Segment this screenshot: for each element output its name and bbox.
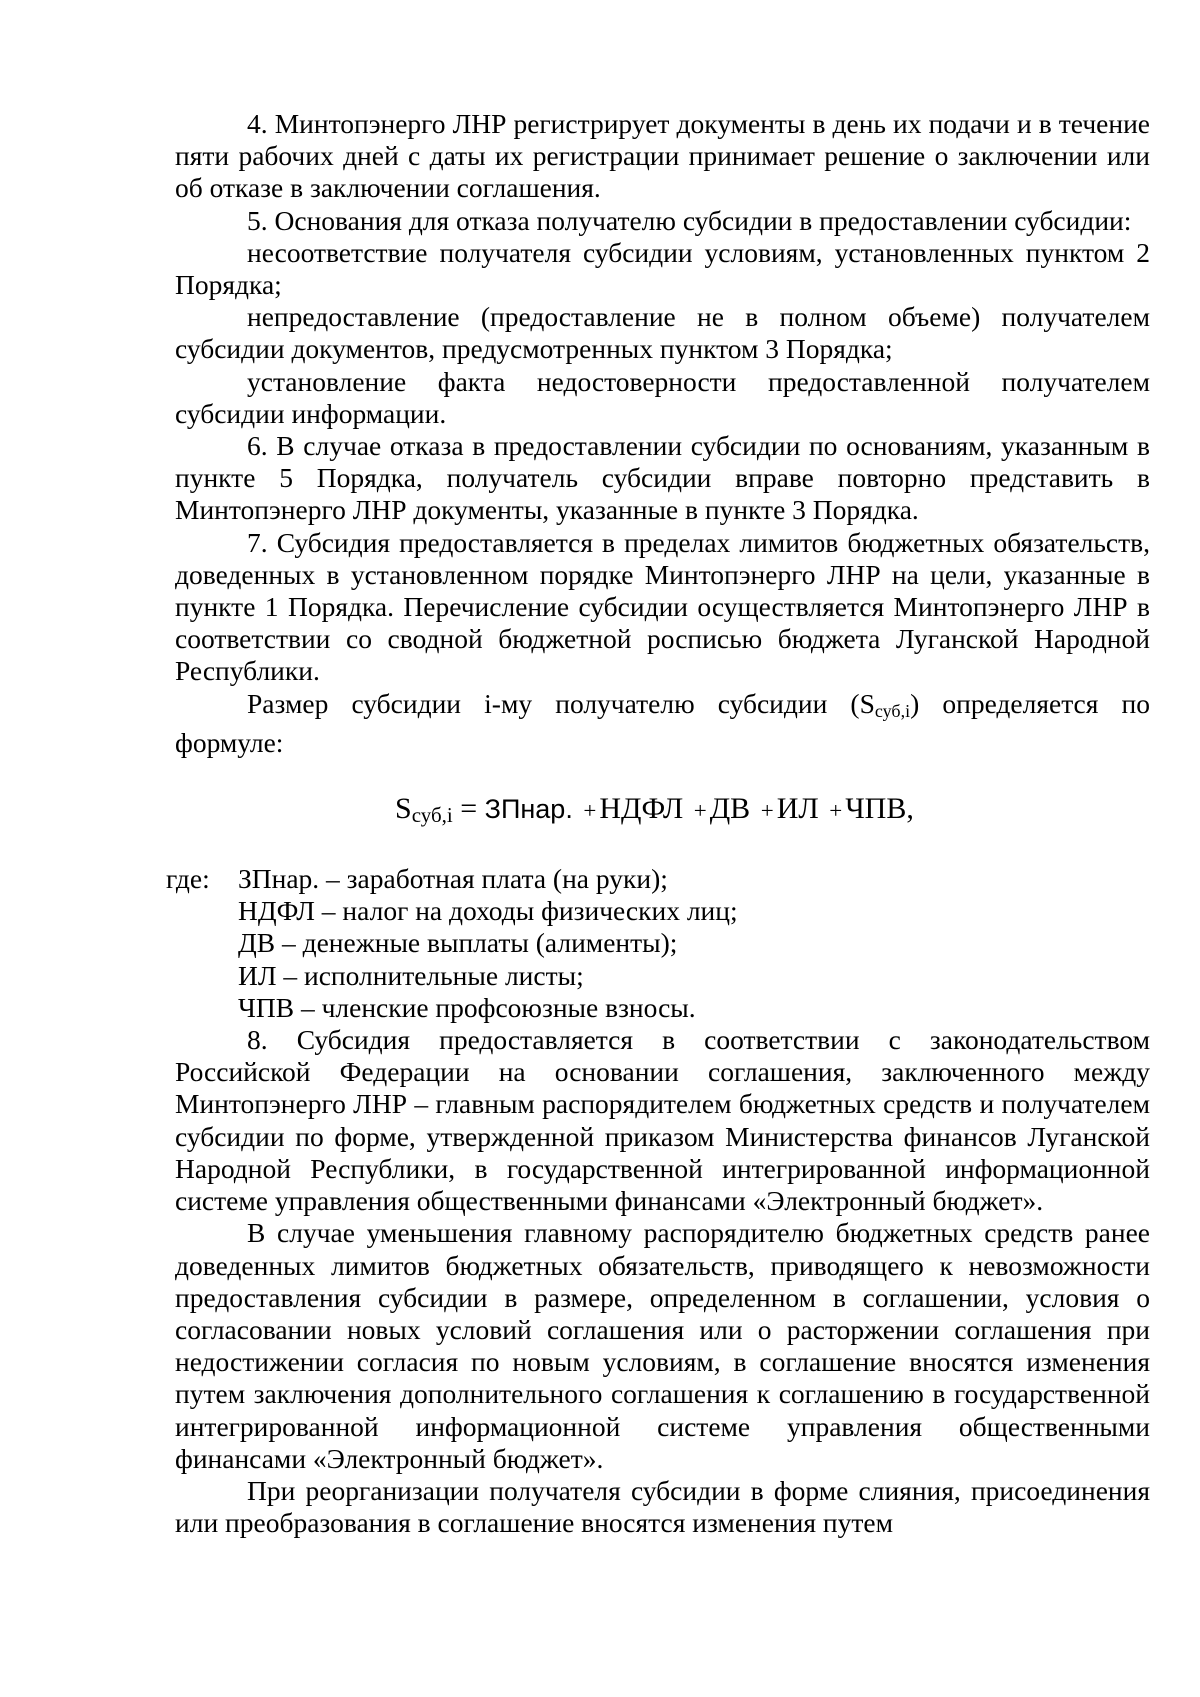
formula-plus: + — [829, 798, 843, 824]
refusal-ground-3: установление факта недостоверности предоставленной получателем субсидии информации. — [175, 365, 1150, 429]
formula-plus: + — [583, 798, 597, 824]
subsidy-size-paragraph — [175, 688, 1150, 759]
reorganization-paragraph: При реорганизации получателя субсидии в форме слияния, присоединения или преобразования в соглашение вносятся изменения путем — [175, 1474, 1150, 1539]
formula-s: S — [395, 792, 412, 826]
formula-equals: = — [452, 792, 485, 826]
legend-item-zp: ЗПнар. – заработная плата (на руки); — [238, 863, 668, 895]
formula-plus: + — [760, 798, 774, 824]
formula-term-zp: ЗПнар. — [484, 794, 573, 825]
legend-row — [175, 927, 1150, 959]
legend-item-chpv: ЧПВ – членские профсоюзные взносы. — [238, 991, 696, 1023]
legend-row — [175, 992, 1150, 1024]
formula-s-subscript: суб,i — [411, 803, 453, 828]
formula-plus: + — [693, 798, 707, 824]
legend-row — [175, 895, 1150, 927]
subsidy-size-text-before: Размер субсидии i-му получателю субсидии (S — [247, 687, 875, 719]
paragraph-4: 4. Минтопэнерго ЛНР регистрирует документы в день их подачи и в течение пяти рабочих дней с даты их регистрации принимает решение о заключении или об отказе в заключении соглашения. — [175, 108, 1150, 204]
legend-item-ndfl: НДФЛ – налог на доходы физических лиц; — [238, 895, 738, 927]
formula-term-chpv: ЧПВ, — [845, 792, 914, 826]
refusal-ground-2: непредоставление (предоставление не в полном объеме) получателем субсидии документов, предусмотренных пунктом 3 Порядка; — [175, 301, 1150, 365]
legend-row — [175, 960, 1150, 992]
legend-lead: где: — [166, 863, 210, 895]
subsidy-formula — [175, 789, 1150, 835]
refusal-ground-1: несоответствие получателя субсидии условиям, установленных пунктом 2 Порядка; — [175, 236, 1150, 301]
paragraph-7: 7. Субсидия предоставляется в пределах лимитов бюджетных обязательств, доведенных в установленном порядке Минтопэнерго ЛНР на цели, указанные в пункте 1 Порядка. Перечисление субсидии осуществляется Минтопэнерго ЛНР в соответствии со сводной бюджетной росписью бюджета Луганской Народной Республики. — [175, 526, 1150, 687]
subsidy-size-subscript: суб,i — [874, 700, 911, 721]
paragraph-6: 6. В случае отказа в предоставлении субсидии по основаниям, указанным в пункте 5 Порядка, получатель субсидии вправе повторно представить в Минтопэнерго ЛНР документы, указанные в пункте 3 Порядка. — [175, 430, 1150, 526]
formula-term-il: ИЛ — [776, 792, 819, 826]
subsidy-size-text-after: ) определяется по формуле: — [175, 687, 1150, 758]
formula-term-ndfl: НДФЛ — [599, 792, 684, 826]
formula-term-dv: ДВ — [709, 792, 751, 826]
legend-item-dv: ДВ – денежные выплаты (алименты); — [238, 927, 678, 959]
limits-reduction-paragraph: В случае уменьшения главному распорядителю бюджетных средств ранее доведенных лимитов бюджетных обязательств, приводящего к невозможности предоставления субсидии в размере, определенном в соглашении, условия о согласовании новых условий соглашения или о расторжении соглашения при недостижении согласия по новым условиям, в соглашение вносятся изменения путем заключения дополнительного соглашения к соглашению в государственной интегрированной информационной системе управления общественными финансами «Электронный бюджет». — [175, 1217, 1150, 1474]
document-page — [166, 108, 1150, 1539]
legend-row — [166, 863, 1150, 895]
legend-item-il: ИЛ – исполнительные листы; — [238, 959, 584, 991]
paragraph-5: 5. Основания для отказа получателю субсидии в предоставлении субсидии: — [247, 204, 1132, 236]
formula-legend — [166, 863, 1150, 1024]
paragraph-8: 8. Субсидия предоставляется в соответствии с законодательством Российской Федерации на основании соглашения, заключенного между Минтопэнерго ЛНР – главным распорядителем бюджетных средств и получателем субсидии по форме, утвержденной приказом Министерства финансов Луганской Народной Республики, в государственной интегрированной информационной системе управления общественными финансами «Электронный бюджет». — [175, 1024, 1150, 1217]
